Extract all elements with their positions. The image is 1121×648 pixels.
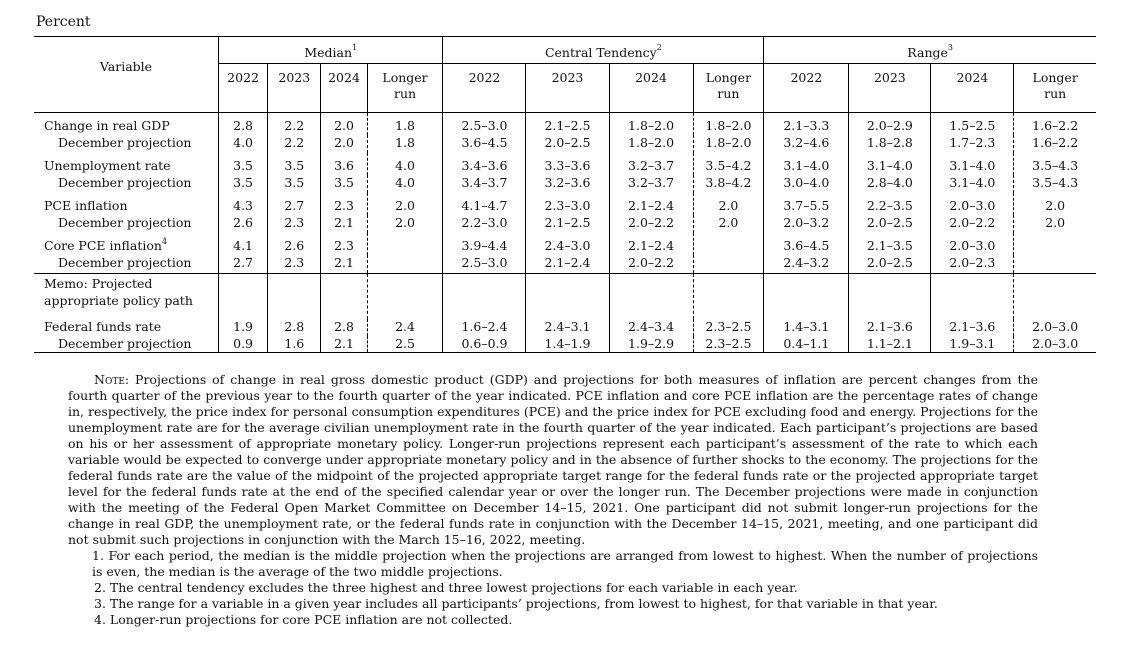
- cell-median: 1.9: [218, 319, 267, 336]
- cell-central: 1.9–2.9: [609, 336, 693, 353]
- cell-central: 2.1–2.4: [526, 255, 609, 274]
- cell-central: [693, 233, 764, 255]
- cell-range: 2.0: [1014, 215, 1096, 234]
- note-label: Note:: [94, 372, 130, 387]
- unit-label: Percent: [36, 14, 91, 30]
- cell-range: 2.1–3.5: [849, 233, 931, 255]
- cell-range: 1.6–2.2: [1014, 135, 1096, 154]
- table-row: [34, 336, 1096, 353]
- year-header: 2024: [321, 64, 367, 113]
- cell-central: 1.8–2.0: [609, 135, 693, 154]
- cell-range: 3.2–4.6: [764, 135, 849, 154]
- cell-range: 2.1–3.3: [764, 113, 849, 135]
- cell-median: 2.3: [268, 255, 321, 274]
- cell-central: 3.2–3.7: [609, 175, 693, 194]
- cell-central: 3.3–3.6: [526, 153, 609, 175]
- cell-central: 2.4–3.0: [526, 233, 609, 255]
- cell-central: 2.5–3.0: [443, 113, 526, 135]
- row-label: December projection: [58, 254, 192, 270]
- cell-median: [367, 233, 443, 255]
- cell-median: 2.7: [218, 255, 267, 274]
- projections-table-container: [34, 36, 1096, 353]
- cell-range: 2.0–3.0: [1014, 336, 1096, 353]
- cell-range: 2.1–3.6: [849, 319, 931, 336]
- group-header-central-tendency: Central Tendency$^2$: [443, 37, 764, 64]
- memo-empty-cell: [218, 274, 267, 320]
- cell-central: 2.3–2.5: [693, 319, 764, 336]
- footnote: 3. The range for a variable in a given year includes all participants’ projections, from lowest to highest, for that variable in that year.: [94, 596, 938, 611]
- table-row: [34, 255, 1096, 274]
- cell-median: 2.5: [367, 336, 443, 353]
- cell-central: 3.9–4.4: [443, 233, 526, 255]
- year-header: 2022: [764, 64, 849, 113]
- cell-range: 2.0–2.5: [849, 215, 931, 234]
- cell-median: 2.8: [321, 319, 367, 336]
- footnote: 1. For each period, the median is the middle projection when the projections are arranged from lowest to highest. When the number of projections is even, the median is the average of the two middle projections.: [92, 548, 1038, 579]
- longer-run-header: Longer run: [367, 64, 443, 113]
- cell-range: 2.0: [1014, 193, 1096, 215]
- year-header: 2023: [526, 64, 609, 113]
- cell-range: 3.5–4.3: [1014, 153, 1096, 175]
- cell-central: 1.6–2.4: [443, 319, 526, 336]
- cell-median: 3.5: [268, 153, 321, 175]
- notes-section: [68, 372, 1038, 628]
- cell-median: 3.5: [268, 175, 321, 194]
- header-row-groups: [34, 37, 1096, 64]
- memo-row: [34, 274, 1096, 320]
- cell-range: 2.0–2.5: [849, 255, 931, 274]
- cell-central: 1.4–1.9: [526, 336, 609, 353]
- cell-central: 0.6–0.9: [443, 336, 526, 353]
- cell-median: 3.5: [218, 175, 267, 194]
- year-header: 2024: [609, 64, 693, 113]
- cell-range: 1.7–2.3: [931, 135, 1014, 154]
- cell-central: 2.3–3.0: [526, 193, 609, 215]
- cell-median: 1.8: [367, 113, 443, 135]
- table-row: [34, 319, 1096, 336]
- cell-range: 2.0–2.9: [849, 113, 931, 135]
- cell-range: 2.4–3.2: [764, 255, 849, 274]
- cell-median: 2.4: [367, 319, 443, 336]
- cell-central: 3.4–3.6: [443, 153, 526, 175]
- cell-median: 1.6: [268, 336, 321, 353]
- table-body: [34, 113, 1096, 353]
- table-row: [34, 175, 1096, 194]
- cell-median: 2.0: [321, 113, 367, 135]
- table-row: [34, 113, 1096, 135]
- cell-central: 2.1–2.4: [609, 233, 693, 255]
- cell-range: 2.1–3.6: [931, 319, 1014, 336]
- cell-central: 2.1–2.5: [526, 215, 609, 234]
- footnote: 4. Longer-run projections for core PCE inflation are not collected.: [94, 612, 513, 627]
- cell-range: 1.1–2.1: [849, 336, 931, 353]
- row-label: Core PCE inflation$^4$: [44, 236, 168, 253]
- memo-empty-cell: [931, 274, 1014, 320]
- year-header: 2023: [268, 64, 321, 113]
- memo-empty-cell: [526, 274, 609, 320]
- cell-central: 3.2–3.6: [526, 175, 609, 194]
- cell-range: 3.1–4.0: [849, 153, 931, 175]
- table-row: [34, 215, 1096, 234]
- cell-median: 4.3: [218, 193, 267, 215]
- row-label: PCE inflation: [44, 198, 128, 213]
- cell-range: 3.0–4.0: [764, 175, 849, 194]
- year-header: 2022: [218, 64, 267, 113]
- projections-table: [34, 36, 1096, 353]
- table-row: [34, 233, 1096, 255]
- cell-central: 2.0: [693, 215, 764, 234]
- cell-median: 2.6: [218, 215, 267, 234]
- cell-range: 2.8–4.0: [849, 175, 931, 194]
- memo-empty-cell: [443, 274, 526, 320]
- cell-range: 1.4–3.1: [764, 319, 849, 336]
- memo-empty-cell: [609, 274, 693, 320]
- note-text: Projections of change in real gross domestic product (GDP) and projections for both measures of inflation are percent changes from the fourth quarter of the previous year to the fourth quarter of the year indicated. PCE inflation and core PCE inflation are the percentage rates of change in, respectively, the price index for personal consumption expenditures (PCE) and the price index for PCE excluding food and energy. Projections for the unemployment rate are for the average civilian unemployment rate in the fourth quarter of the year indicated. Each participant’s projections are based on his or her assessment of appropriate monetary policy. Longer-run projections represent each participant’s assessment of the rate to which each variable would be expected to converge under appropriate monetary policy and in the absence of further shocks to the economy. The projections for the federal funds rate are the value of the midpoint of the projected appropriate target range for the federal funds rate or the projected appropriate target level for the federal funds rate at the end of the specified calendar year or over the longer run. The December projections were made in conjunction with the meeting of the Federal Open Market Committee on December 14–15, 2021. One participant did not submit longer-run projections for the change in real GDP, the unemployment rate, or the federal funds rate in conjunction with the December 14–15, 2021, meeting, and one participant did not submit such projections in conjunction with the March 15–16, 2022, meeting.: [68, 372, 1038, 547]
- cell-range: 1.6–2.2: [1014, 113, 1096, 135]
- memo-empty-cell: [693, 274, 764, 320]
- cell-central: 2.1–2.4: [609, 193, 693, 215]
- row-label: December projection: [58, 134, 192, 150]
- row-label: Unemployment rate: [44, 158, 171, 173]
- row-label: December projection: [58, 214, 192, 230]
- table-row: [34, 193, 1096, 215]
- cell-central: 2.5–3.0: [443, 255, 526, 274]
- cell-central: 3.6–4.5: [443, 135, 526, 154]
- cell-median: 3.5: [321, 175, 367, 194]
- cell-central: 3.8–4.2: [693, 175, 764, 194]
- cell-central: 2.0–2.2: [609, 255, 693, 274]
- row-label: Change in real GDP: [44, 118, 170, 133]
- group-header-range: Range$^3$: [764, 37, 1096, 64]
- cell-median: 2.1: [321, 215, 367, 234]
- row-label: December projection: [58, 174, 192, 190]
- cell-range: 1.5–2.5: [931, 113, 1014, 135]
- cell-range: 2.0–3.0: [1014, 319, 1096, 336]
- cell-range: 3.1–4.0: [931, 175, 1014, 194]
- cell-range: 0.4–1.1: [764, 336, 849, 353]
- cell-central: 2.0: [693, 193, 764, 215]
- cell-median: [367, 255, 443, 274]
- cell-median: 2.6: [268, 233, 321, 255]
- cell-median: 2.1: [321, 255, 367, 274]
- memo-empty-cell: [1014, 274, 1096, 320]
- cell-central: 1.8–2.0: [693, 113, 764, 135]
- memo-empty-cell: [367, 274, 443, 320]
- cell-range: [1014, 233, 1096, 255]
- cell-range: 3.6–4.5: [764, 233, 849, 255]
- cell-range: 2.0–3.2: [764, 215, 849, 234]
- group-header-median: Median$^1$: [218, 37, 442, 64]
- cell-median: 2.0: [367, 215, 443, 234]
- cell-median: 4.1: [218, 233, 267, 255]
- year-header: 2022: [443, 64, 526, 113]
- cell-median: 2.8: [218, 113, 267, 135]
- note-paragraph: [68, 372, 1038, 548]
- cell-median: 4.0: [218, 135, 267, 154]
- cell-central: [693, 255, 764, 274]
- cell-median: 2.1: [321, 336, 367, 353]
- longer-run-header: Longer run: [693, 64, 764, 113]
- cell-median: 4.0: [367, 153, 443, 175]
- cell-central: 1.8–2.0: [693, 135, 764, 154]
- cell-central: 2.1–2.5: [526, 113, 609, 135]
- table-row: [34, 135, 1096, 154]
- cell-range: 3.7–5.5: [764, 193, 849, 215]
- memo-label: Memo: Projected appropriate policy path: [34, 274, 218, 320]
- cell-range: 1.8–2.8: [849, 135, 931, 154]
- cell-median: 2.8: [268, 319, 321, 336]
- cell-median: 2.3: [321, 233, 367, 255]
- cell-central: 1.8–2.0: [609, 113, 693, 135]
- cell-range: 3.1–4.0: [764, 153, 849, 175]
- cell-median: 2.7: [268, 193, 321, 215]
- cell-range: 2.2–3.5: [849, 193, 931, 215]
- cell-median: 2.0: [321, 135, 367, 154]
- cell-central: 2.2–3.0: [443, 215, 526, 234]
- cell-median: 2.2: [268, 135, 321, 154]
- cell-central: 3.2–3.7: [609, 153, 693, 175]
- longer-run-header: Longer run: [1014, 64, 1096, 113]
- variable-header: Variable: [99, 59, 153, 74]
- row-label: Federal funds rate: [44, 319, 162, 334]
- cell-range: 3.5–4.3: [1014, 175, 1096, 194]
- cell-range: 2.0–3.0: [931, 233, 1014, 255]
- cell-median: 3.5: [218, 153, 267, 175]
- cell-median: 4.0: [367, 175, 443, 194]
- cell-median: 2.3: [268, 215, 321, 234]
- cell-range: 1.9–3.1: [931, 336, 1014, 353]
- cell-range: 2.0–2.3: [931, 255, 1014, 274]
- cell-median: 3.6: [321, 153, 367, 175]
- cell-range: [1014, 255, 1096, 274]
- cell-central: 2.3–2.5: [693, 336, 764, 353]
- cell-range: 2.0–2.2: [931, 215, 1014, 234]
- year-header: 2024: [931, 64, 1014, 113]
- year-header: 2023: [849, 64, 931, 113]
- row-label: December projection: [34, 336, 218, 353]
- cell-central: 2.0–2.2: [609, 215, 693, 234]
- memo-empty-cell: [268, 274, 321, 320]
- cell-median: 1.8: [367, 135, 443, 154]
- cell-median: 2.3: [321, 193, 367, 215]
- cell-median: 2.0: [367, 193, 443, 215]
- memo-empty-cell: [321, 274, 367, 320]
- memo-empty-cell: [849, 274, 931, 320]
- memo-empty-cell: [764, 274, 849, 320]
- cell-central: 3.5–4.2: [693, 153, 764, 175]
- table-row: [34, 153, 1096, 175]
- footnote: 2. The central tendency excludes the three highest and three lowest projections for each variable in each year.: [94, 580, 798, 595]
- cell-central: 3.4–3.7: [443, 175, 526, 194]
- cell-median: 0.9: [218, 336, 267, 353]
- cell-central: 2.0–2.5: [526, 135, 609, 154]
- cell-range: 3.1–4.0: [931, 153, 1014, 175]
- cell-median: 2.2: [268, 113, 321, 135]
- cell-range: 2.0–3.0: [931, 193, 1014, 215]
- cell-central: 2.4–3.1: [526, 319, 609, 336]
- cell-central: 2.4–3.4: [609, 319, 693, 336]
- cell-central: 4.1–4.7: [443, 193, 526, 215]
